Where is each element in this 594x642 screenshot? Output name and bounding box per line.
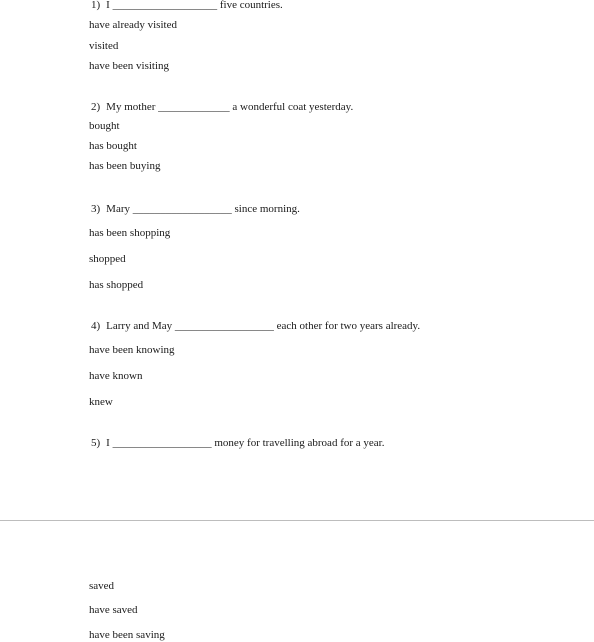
question-3-option-2[interactable]: shopped xyxy=(89,253,126,265)
question-2-blank: _____________ xyxy=(158,101,230,113)
question-5-option-3[interactable]: have been saving xyxy=(89,629,165,641)
question-3-after: since morning. xyxy=(234,203,300,215)
page-break-divider xyxy=(0,520,594,521)
question-5-blank: __________________ xyxy=(112,437,212,449)
question-3-number: 3) xyxy=(91,203,101,215)
question-1-blank: ___________________ xyxy=(112,0,218,11)
question-2-option-2[interactable]: has bought xyxy=(89,140,137,152)
question-4-blank: __________________ xyxy=(174,320,274,332)
question-3-before: Mary xyxy=(106,203,130,215)
question-2-option-3[interactable]: has been buying xyxy=(89,160,161,172)
question-4-after: each other for two years already. xyxy=(276,320,421,332)
question-3-blank: __________________ xyxy=(132,203,232,215)
question-4-before: Larry and May xyxy=(106,320,173,332)
question-5-after: money for travelling abroad for a year. xyxy=(214,437,385,449)
question-3-sentence xyxy=(91,202,300,216)
question-1-number: 1) xyxy=(91,0,101,11)
question-4-number: 4) xyxy=(91,320,101,332)
question-5-number: 5) xyxy=(91,437,101,449)
question-2-number: 2) xyxy=(91,101,101,113)
question-1-after: five countries. xyxy=(219,0,283,11)
question-5-option-2[interactable]: have saved xyxy=(89,604,138,616)
question-1-option-1[interactable]: have already visited xyxy=(89,19,177,31)
question-5-option-1[interactable]: saved xyxy=(89,580,115,592)
question-3-option-1[interactable]: has been shopping xyxy=(89,227,171,239)
question-2-option-1[interactable]: bought xyxy=(89,120,120,132)
question-1-sentence xyxy=(91,0,283,12)
question-5-sentence xyxy=(91,436,384,450)
question-2-sentence xyxy=(91,100,353,114)
question-4-sentence xyxy=(91,319,420,333)
question-1-option-2[interactable]: visited xyxy=(89,40,119,52)
question-3-option-3[interactable]: has shopped xyxy=(89,279,144,291)
question-1-before: I xyxy=(106,0,110,11)
question-2-before: My mother xyxy=(106,101,156,113)
question-5-before: I xyxy=(106,437,110,449)
question-1-option-3[interactable]: have been visiting xyxy=(89,60,170,72)
question-4-option-3[interactable]: knew xyxy=(89,396,113,408)
question-4-option-1[interactable]: have been knowing xyxy=(89,344,175,356)
question-2-after: a wonderful coat yesterday. xyxy=(232,101,354,113)
question-4-option-2[interactable]: have known xyxy=(89,370,143,382)
